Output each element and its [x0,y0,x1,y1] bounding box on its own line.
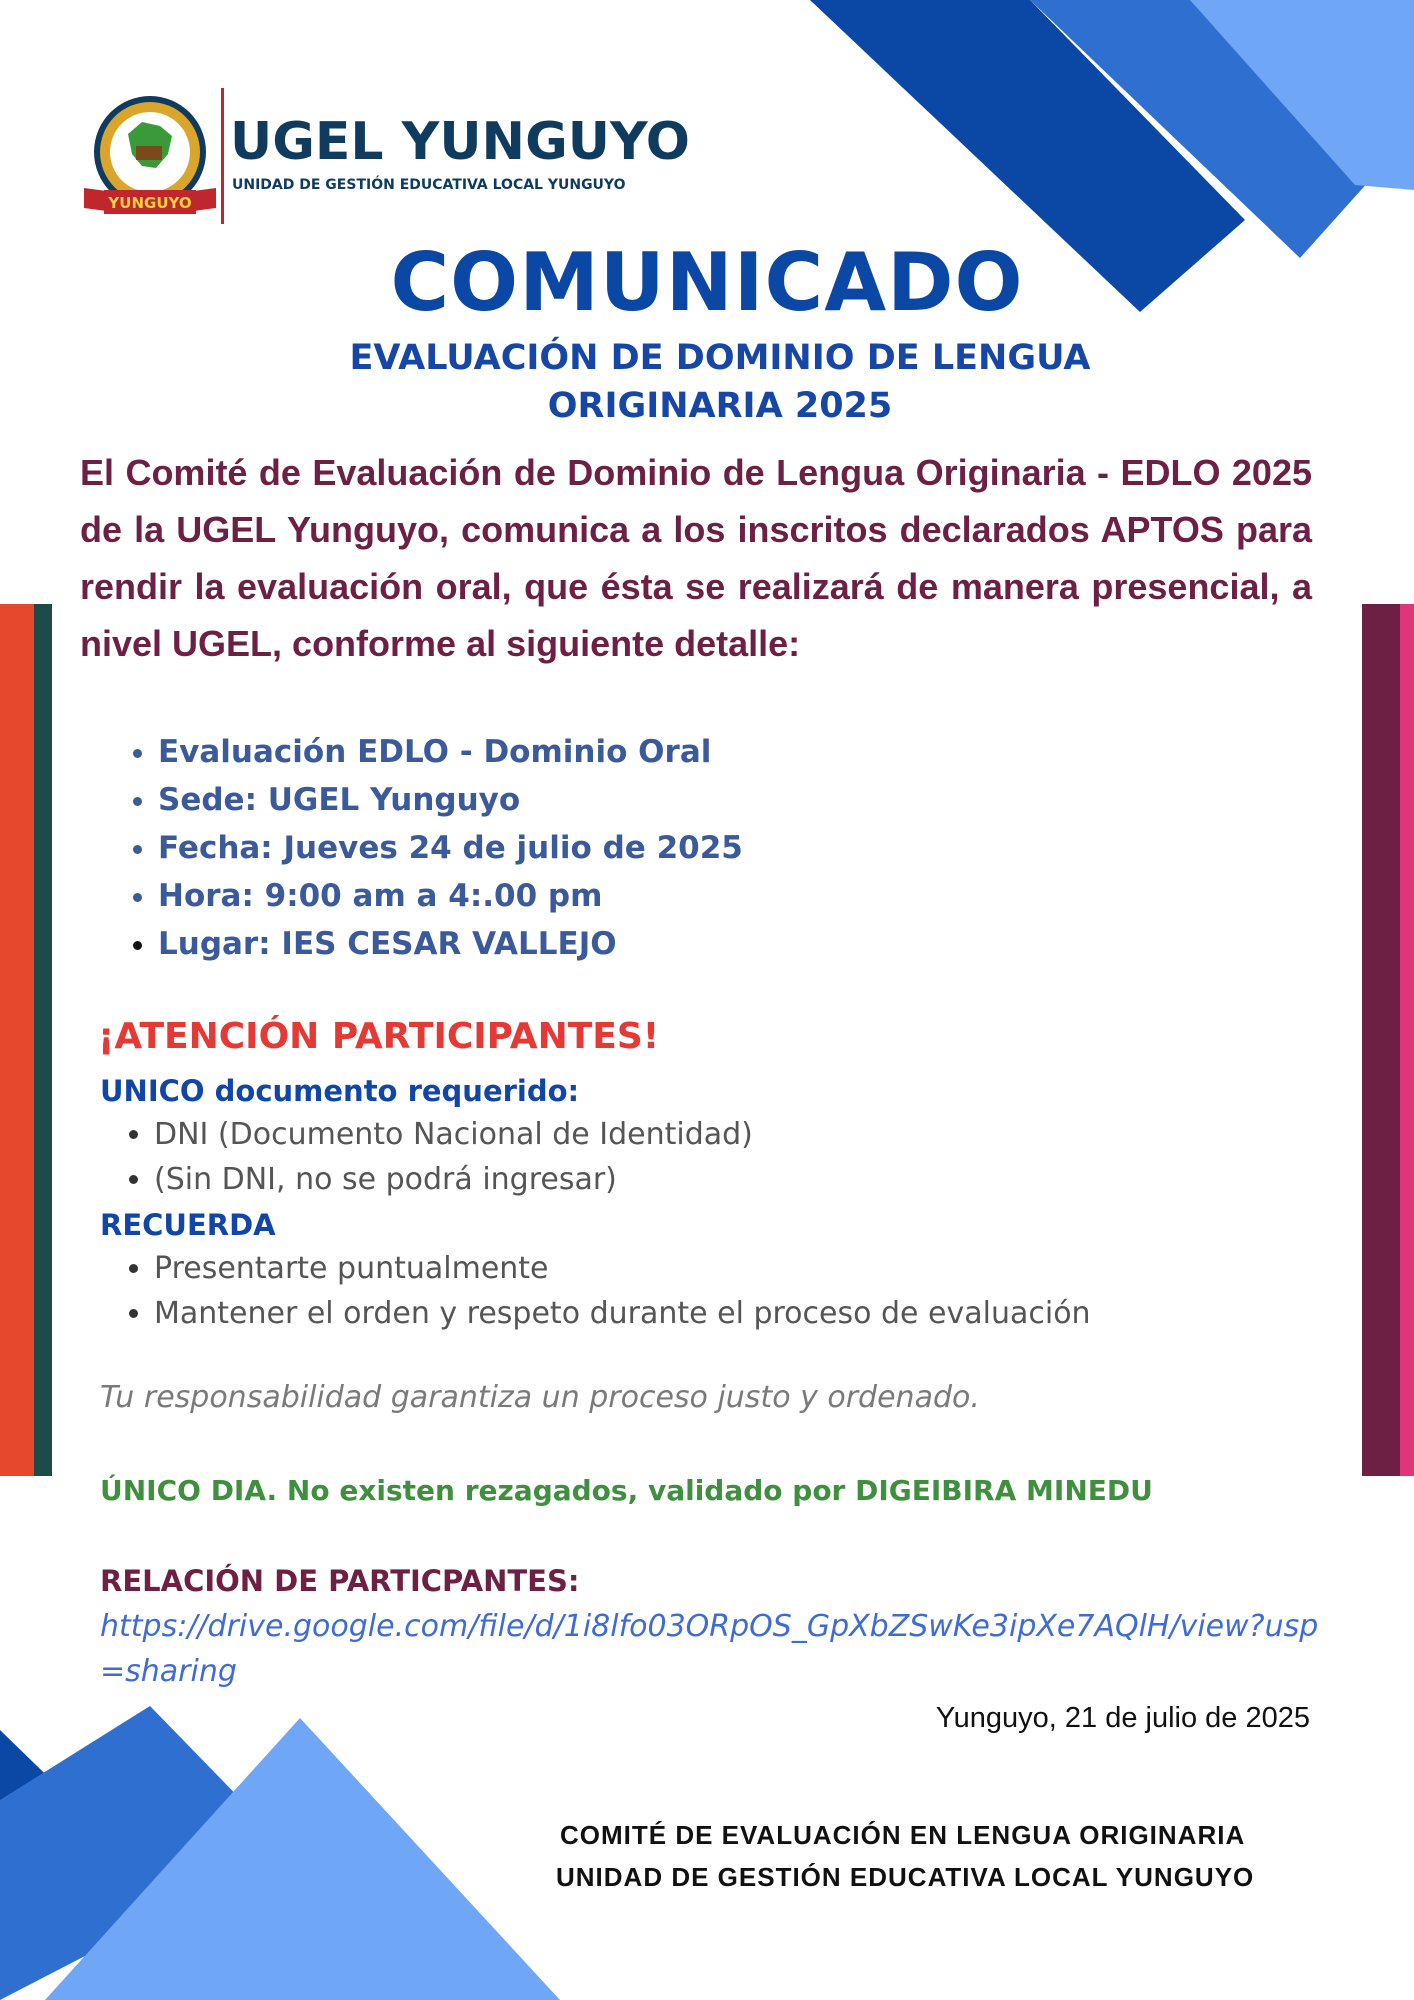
detail-item: • Lugar: IES CESAR VALLEJO [158,920,743,968]
intro-paragraph: El Comité de Evaluación de Dominio de Lengua Originaria - EDLO 2025 de la UGEL Yunguyo, comunica a los inscritos declarados APTOS para rendir la evaluación oral, que ésta se realizará de manera presencial, a nivel UGEL, conforme al siguiente detalle: [80,452,1312,664]
left-stripe-orange [0,604,34,1476]
ugel-logo [80,88,220,224]
right-stripe-maroon [1362,604,1400,1476]
participants-link[interactable]: https://drive.google.com/file/d/1i8lfo03ORpOS_GpXbZSwKe3ipXe7AQlH/view?usp=sharing [100,1609,1319,1689]
signature-line-2: UNIDAD DE GESTIÓN EDUCATIVA LOCAL YUNGUYO [556,1862,1255,1892]
list-item: • DNI (Documento Nacional de Identidad) [154,1112,753,1157]
required-document-list [100,1112,753,1202]
page-title: COMUNICADO [390,236,1024,329]
required-document-heading: UNICO documento requerido: [100,1074,580,1108]
list-item: • Mantener el orden y respeto durante el proceso de evaluación [154,1291,1091,1336]
header-divider [221,88,224,224]
remember-list [100,1246,1091,1336]
left-stripe-teal [34,604,52,1476]
place-date: Yunguyo, 21 de julio de 2025 [935,1702,1310,1734]
detail-item: • Sede: UGEL Yunguyo [158,776,743,824]
list-item: • Presentarte puntualmente [154,1246,1091,1291]
detail-item: • Fecha: Jueves 24 de julio de 2025 [158,824,743,872]
org-name: UGEL YUNGUYO [230,112,690,172]
list-item: • (Sin DNI, no se podrá ingresar) [154,1157,753,1202]
right-stripe-pink [1400,604,1414,1476]
tagline: Tu responsabilidad garantiza un proceso justo y ordenado. [100,1380,980,1415]
subtitle [250,334,1190,430]
detail-item: • Evaluación EDLO - Dominio Oral [158,728,743,776]
details-list [122,728,743,968]
logo-ribbon-text: YUNGUYO [108,194,192,212]
org-subtitle: UNIDAD DE GESTIÓN EDUCATIVA LOCAL YUNGUYO [232,177,626,193]
signature-line-1: COMITÉ DE EVALUACIÓN EN LENGUA ORIGINARIA [560,1820,1246,1850]
logo-book-shape [136,146,162,160]
participants-heading: RELACIÓN DE PARTICPANTES: [100,1564,580,1598]
attention-heading: ¡ATENCIÓN PARTICIPANTES! [98,1016,660,1057]
detail-item: • Hora: 9:00 am a 4:.00 pm [158,872,743,920]
subtitle-line-2: ORIGINARIA 2025 [547,386,893,426]
single-day-notice: ÚNICO DIA. No existen rezagados, validado por DIGEIBIRA MINEDU [100,1474,1153,1507]
subtitle-line-1: EVALUACIÓN DE DOMINIO DE LENGUA [349,338,1091,378]
remember-heading: RECUERDA [100,1208,276,1242]
